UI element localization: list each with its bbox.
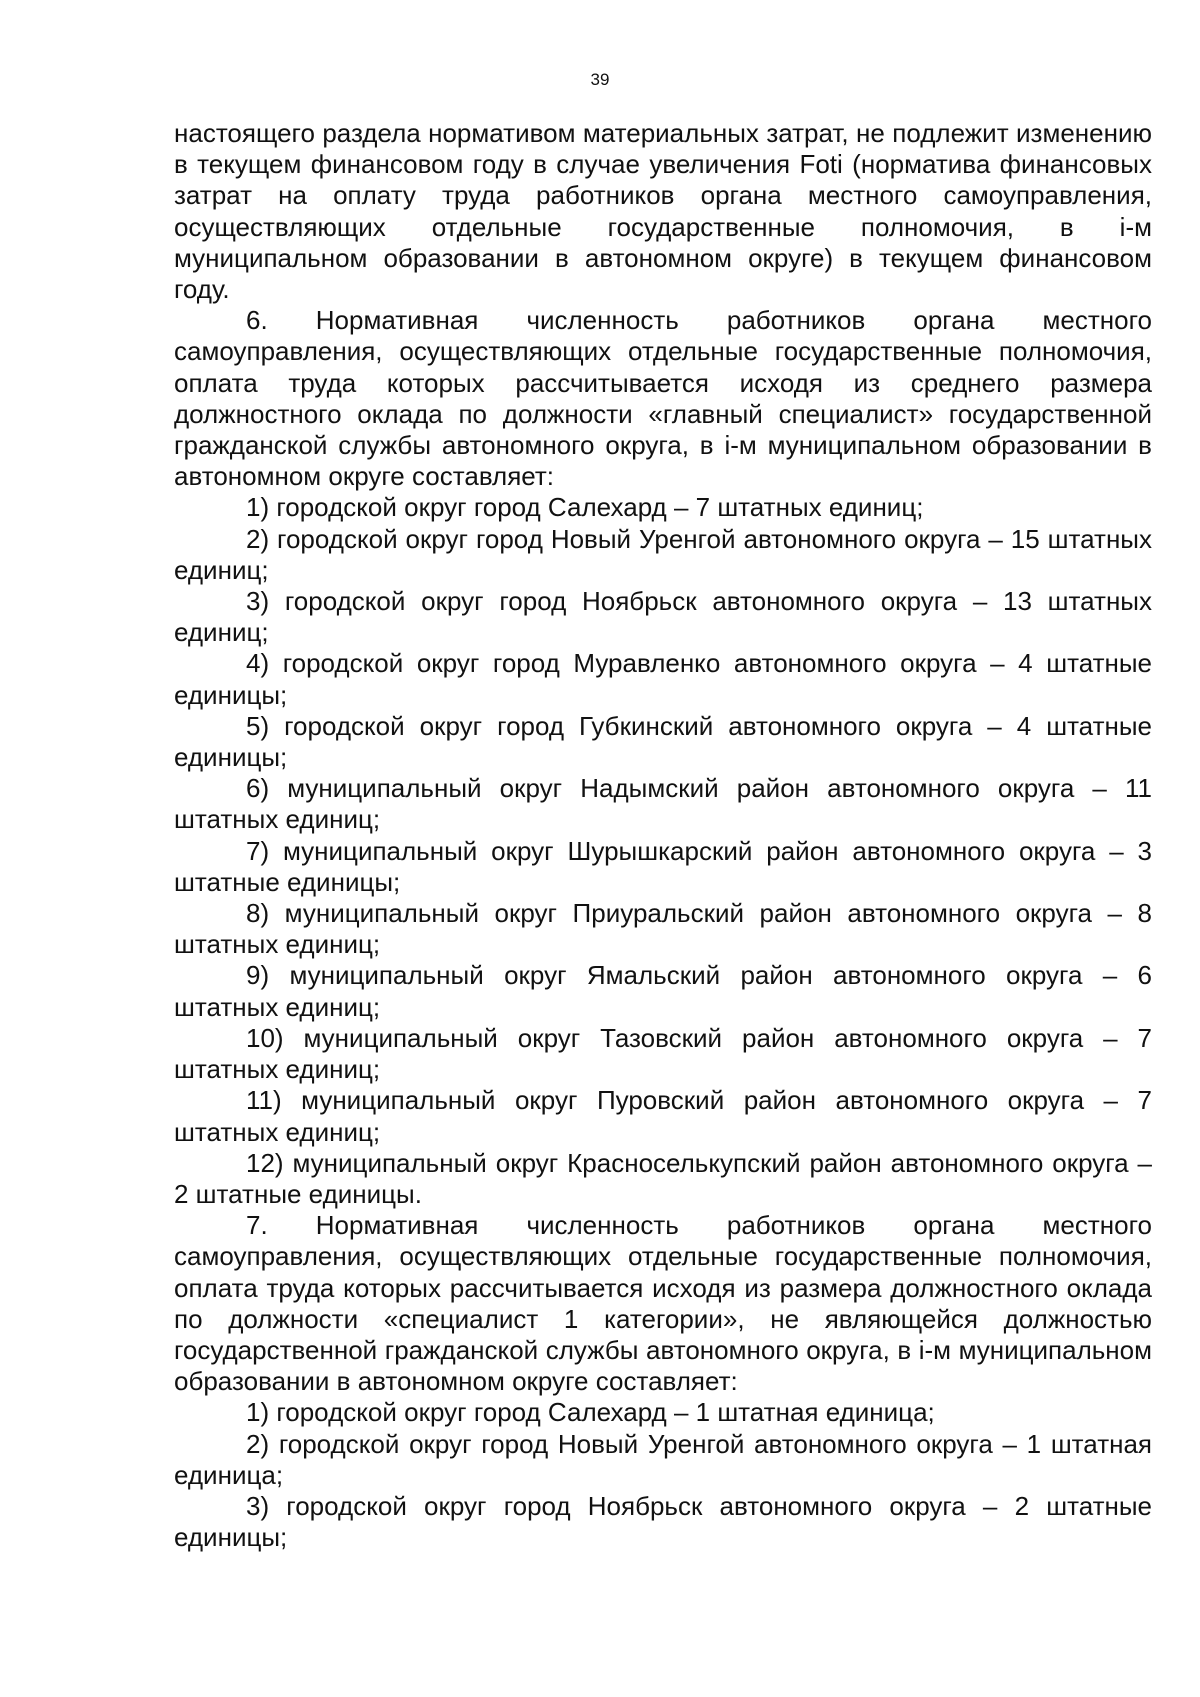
list-item: 8) муниципальный округ Приуральский район автономного округа – 8 штатных единиц; — [174, 898, 1152, 960]
list-item: 4) городской округ город Муравленко автономного округа – 4 штатные единицы; — [174, 648, 1152, 710]
list-item: 2) городской округ город Новый Уренгой автономного округа – 15 штатных единиц; — [174, 523, 1152, 585]
list-item: 3) городской округ город Ноябрьск автономного округа – 2 штатные единицы; — [174, 1490, 1152, 1553]
paragraph-item-6: 6. Нормативная численность работников органа местного самоуправления, осуществляющих отдельные государственные полномочия, оплата труда которых рассчитывается исходя из среднего размера должностного оклада по должности «главный специалист» государственной гражданской службы автономного округа, в i-м муниципальном образовании в автономном округе составляет: — [174, 305, 1152, 492]
paragraph-continuation: настоящего раздела нормативом материальных затрат, не подлежит изменению в текущем финансовом году в случае увеличения Foti (норматива финансовых затрат на оплату труда работников органа местного самоуправления, осуществляющих отдельные государственные полномочия, в i-м муниципальном образовании в автономном округе) в текущем финансовом году. — [174, 118, 1152, 305]
list-item: 12) муниципальный округ Красноселькупский район автономного округа – 2 штатные единицы. — [174, 1147, 1152, 1209]
list-item: 1) городской округ город Салехард – 7 штатных единиц; — [246, 492, 924, 523]
list-item: 7) муниципальный округ Шурышкарский район автономного округа – 3 штатные единицы; — [174, 835, 1152, 897]
list-item: 11) муниципальный округ Пуровский район автономного округа – 7 штатных единиц; — [174, 1085, 1152, 1147]
page-number: 39 — [590, 70, 610, 89]
list-item: 9) муниципальный округ Ямальский район автономного округа – 6 штатных единиц; — [174, 960, 1152, 1022]
document-body — [174, 118, 1152, 1553]
list-item: 1) городской округ город Салехард – 1 штатная единица; — [246, 1397, 935, 1428]
list-item: 5) городской округ город Губкинский автономного округа – 4 штатные единицы; — [174, 710, 1152, 773]
list-item: 2) городской округ город Новый Уренгой автономного округа – 1 штатная единица; — [174, 1428, 1152, 1490]
list-item: 3) городской округ город Ноябрьск автономного округа – 13 штатных единиц; — [174, 586, 1152, 648]
list-item: 10) муниципальный округ Тазовский район автономного округа – 7 штатных единиц; — [174, 1022, 1152, 1085]
list-item: 6) муниципальный округ Надымский район автономного округа – 11 штатных единиц; — [174, 773, 1152, 835]
paragraph-item-7: 7. Нормативная численность работников органа местного самоуправления, осуществляющих отдельные государственные полномочия, оплата труда которых рассчитывается исходя из размера должностного оклада по должности «специалист 1 категории», не являющейся должностью государственной гражданской службы автономного округа, в i-м муниципальном образовании в автономном округе составляет: — [174, 1210, 1152, 1397]
